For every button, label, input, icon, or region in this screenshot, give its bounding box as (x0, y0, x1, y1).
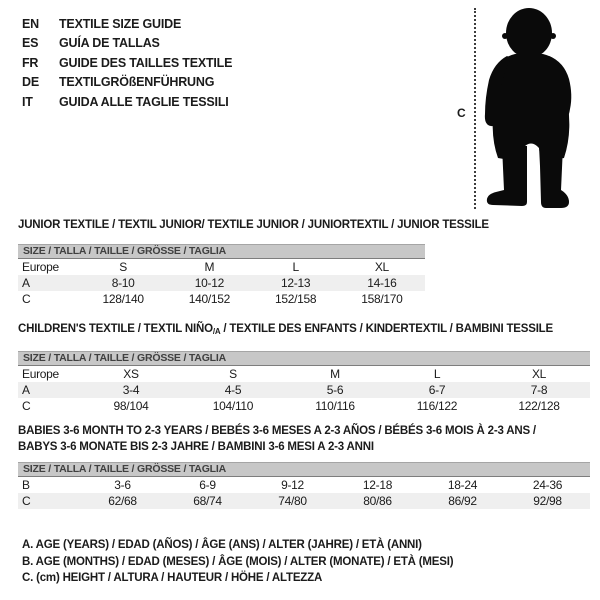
size-table-babies (18, 462, 590, 509)
table-cell: L (292, 260, 299, 274)
section-title-line (18, 424, 536, 440)
table-cell: XL (531, 367, 547, 381)
title-text: BABIES 3-6 MONTH TO 2-3 YEARS / BEBÉS 3-6 MESES A 2-3 AÑOS / BÉBÉS 3-6 MOIS À 2-3 ANS / (18, 425, 536, 437)
table-cell: 128/140 (102, 292, 144, 306)
row-label: B (22, 478, 30, 492)
table-cell: XS (123, 367, 139, 381)
table-header-bar: SIZE / TALLA / TAILLE / GRÖSSE / TAGLIA (18, 244, 425, 259)
footnote-a: A. AGE (YEARS) / EDAD (AÑOS) / ÂGE (ANS) / ALTER (JAHRE) / ETÀ (ANNI) (22, 539, 422, 551)
table-cell: 110/116 (315, 399, 355, 413)
toddler-silhouette-icon (481, 6, 581, 210)
footnotes-block (22, 537, 453, 587)
row-label: A (22, 276, 30, 290)
table-cell: L (433, 367, 441, 381)
language-code: DE (22, 75, 39, 90)
language-row-es (22, 34, 232, 53)
table-cell: 98/104 (113, 399, 149, 413)
language-label: GUIDA ALLE TAGLIE TESSILI (59, 94, 229, 109)
table-header-bar: SIZE / TALLA / TAILLE / GRÖSSE / TAGLIA (18, 462, 590, 477)
table-cell: 14-16 (367, 276, 397, 290)
title-text: / TEXTILE DES ENFANTS / KINDERTEXTIL / BAMBINI TESSILE (220, 323, 553, 335)
table-cell: 24-36 (532, 478, 563, 492)
table-cell: 152/158 (274, 292, 317, 306)
table-row (18, 398, 590, 414)
table-cell: 3-4 (122, 383, 140, 397)
table-row (18, 382, 590, 398)
row-label: Europe (22, 260, 59, 274)
table-cell: 12-13 (281, 276, 311, 290)
table-cell: 74/80 (278, 494, 307, 508)
table-row (18, 291, 425, 307)
table-cell: 3-6 (114, 478, 131, 492)
footnote-c: C. (cm) HEIGHT / ALTURA / HAUTEUR / HÖHE / ALTEZZA (22, 572, 323, 585)
section-title-children (18, 322, 553, 340)
table-cell: 104/110 (212, 399, 254, 413)
table-cell: 9-12 (281, 478, 304, 492)
table-row (18, 259, 425, 275)
table-cell: 86/92 (448, 494, 477, 508)
language-code: FR (22, 55, 39, 70)
language-label: GUÍA DE TALLAS (59, 36, 160, 51)
language-code: ES (22, 36, 39, 51)
table-row (18, 275, 425, 291)
table-cell: 68/74 (193, 494, 222, 508)
height-measure-label: C (457, 106, 466, 120)
table-header-bar: SIZE / TALLA / TAILLE / GRÖSSE / TAGLIA (18, 351, 590, 366)
table-cell: 6-9 (199, 478, 216, 492)
table-cell: 10-12 (194, 276, 224, 290)
table-cell: 62/68 (108, 494, 137, 508)
table-cell: 8-10 (111, 276, 135, 290)
table-cell: 116/122 (416, 399, 458, 413)
table-cell: 5-6 (326, 383, 344, 397)
table-cell: 92/98 (533, 494, 562, 508)
table-cell: M (330, 367, 340, 381)
title-text: JUNIOR TEXTILE / TEXTIL JUNIOR/ TEXTILE JUNIOR / JUNIORTEXTIL / JUNIOR TESSILE (18, 219, 489, 231)
size-table-junior (18, 244, 425, 307)
section-title-junior (18, 218, 489, 234)
row-label: C (22, 399, 31, 413)
language-code: EN (22, 17, 39, 31)
table-cell: S (229, 367, 237, 381)
table-cell: 7-8 (530, 383, 548, 397)
section-title-line (18, 218, 489, 234)
title-subscript: /A (212, 327, 221, 336)
language-code: IT (22, 94, 33, 109)
language-row-it (22, 93, 232, 112)
language-row-de (22, 73, 232, 92)
height-dotted-line (474, 8, 476, 209)
language-label: TEXTILGRÖßENFÜHRUNG (59, 75, 215, 90)
table-row (18, 493, 590, 509)
table-cell: 80/86 (363, 494, 392, 508)
table-cell: M (204, 260, 215, 274)
table-cell: 12-18 (362, 478, 393, 492)
table-row (18, 366, 590, 382)
row-label: C (22, 494, 31, 508)
language-row-en (22, 15, 232, 34)
language-legend (22, 15, 232, 112)
section-title-line (18, 322, 553, 340)
language-label: TEXTILE SIZE GUIDE (59, 17, 182, 31)
table-cell: 140/152 (188, 292, 231, 306)
footnote-b: B. AGE (MONTHS) / EDAD (MESES) / ÂGE (MOIS) / ALTER (MONATE) / ETÀ (MESI) (22, 555, 454, 568)
table-cell: 4-5 (224, 383, 242, 397)
table-cell: 6-7 (428, 383, 446, 397)
table-cell: S (119, 260, 127, 274)
row-label: A (22, 383, 30, 397)
table-cell: 158/170 (361, 292, 403, 306)
table-cell: XL (374, 260, 389, 274)
title-text: BABYS 3-6 MONATE BIS 2-3 JAHRE / BAMBINI 3-6 MESI A 2-3 ANNI (18, 440, 374, 453)
size-table-children (18, 351, 590, 414)
row-label: Europe (22, 367, 59, 381)
language-row-fr (22, 54, 232, 73)
language-label: GUIDE DES TAILLES TEXTILE (59, 55, 233, 70)
table-row (18, 477, 590, 493)
row-label: C (22, 292, 31, 306)
table-cell: 18-24 (447, 478, 478, 492)
title-text: CHILDREN'S TEXTILE / TEXTIL NIÑO (18, 323, 213, 335)
section-title-line (18, 440, 536, 456)
section-title-babies (18, 424, 536, 456)
table-cell: 122/128 (518, 399, 560, 413)
